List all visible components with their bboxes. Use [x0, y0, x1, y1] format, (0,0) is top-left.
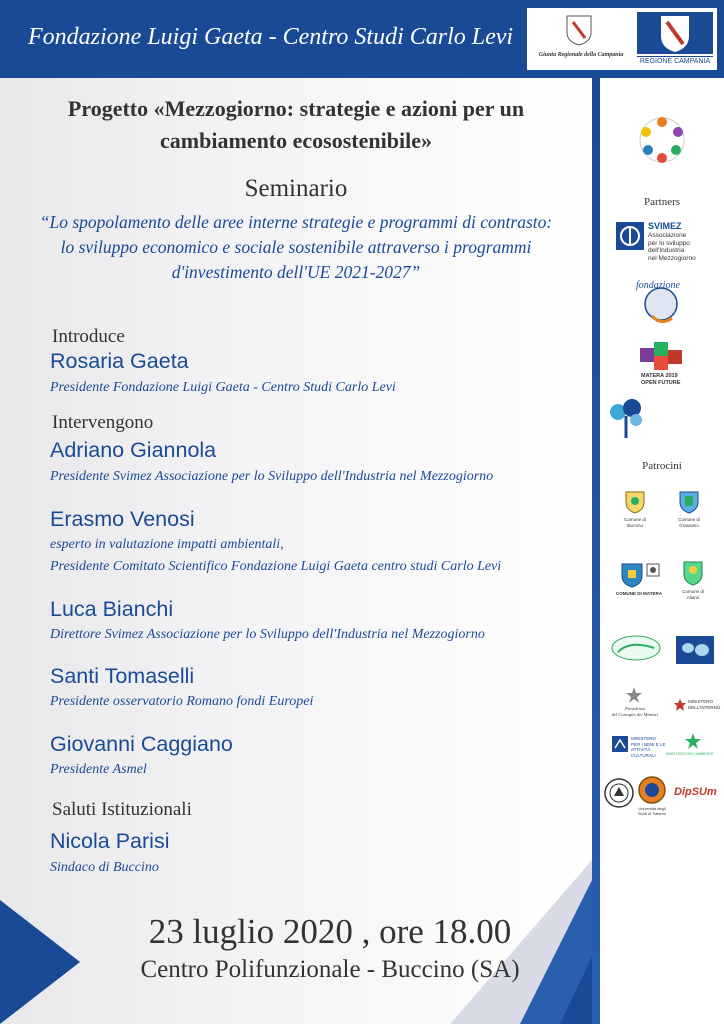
svimez-name: SVIMEZ [648, 221, 682, 231]
header-bar [0, 0, 724, 78]
campania-emblem-icon [565, 14, 593, 46]
region-big-caption: REGIONE CAMPANIA [637, 56, 713, 67]
saluti-label: Saluti Istituzionali [52, 799, 192, 820]
speaker-role-line2: Presidente Comitato Scientifico Fondazione Luigi Gaeta centro studi Carlo Levi [50, 559, 502, 574]
unisa-seal-icon [638, 776, 666, 804]
unesco-icon [646, 562, 660, 582]
region-logos [527, 8, 717, 70]
speaker-role: Presidente Svimez Associazione per lo Sviluppo dell'Industria nel Mezzogiorno [50, 469, 494, 484]
matera-caption: MATERA 2019 OPEN FUTURE [641, 373, 681, 386]
unisa-caption: Università degli Studi di Salerno [637, 806, 667, 816]
comune-grassano-caption: Comune di Grassano [678, 517, 700, 528]
matera-2019-logo-icon [640, 342, 684, 370]
comune-aliano-crest-icon [682, 558, 704, 586]
speaker-role: Sindaco di Buccino [50, 860, 159, 875]
intervengono-label: Intervengono [52, 412, 154, 433]
ministero-ambiente-caption: MINISTERO DELL'AMBIENTE [666, 752, 714, 756]
mibact-logo-icon [612, 736, 628, 752]
speaker-role: Presidente osservatorio Romano fondi Europei [50, 694, 314, 709]
comune-matera-crest-icon [620, 560, 644, 588]
project-title-line2: cambiamento ecosostenibile» [160, 128, 432, 153]
italian-emblem-icon [626, 686, 642, 704]
speaker-name: Luca Bianchi [50, 597, 174, 621]
speaker-name: Nicola Parisi [50, 829, 170, 853]
project-title [10, 93, 582, 157]
regione-campania-logo-icon [637, 12, 713, 54]
speaker-role: Presidente Fondazione Luigi Gaeta - Centro Studi Carlo Levi [50, 380, 396, 395]
ministero-interno-caption: MINISTERO DELL'INTERNO [688, 699, 721, 710]
comune-matera-caption: COMUNE DI MATERA [616, 591, 662, 596]
comune-grassano-crest-icon [678, 488, 700, 514]
seminar-subtitle-line1: “Lo spopolamento delle aree interne strategie e programmi di contrasto: [39, 212, 553, 232]
seminar-subtitle-line2: lo sviluppo economico e sociale sostenibile attraverso i programmi [60, 237, 532, 257]
region-small-caption: Giunta Regionale della Campania [538, 52, 624, 58]
speaker-name: Giovanni Caggiano [50, 732, 233, 756]
sidebar-edge [592, 78, 600, 1024]
introduce-label: Introduce [52, 326, 125, 347]
mibact-caption: MINISTERO PER I BENI E LE ATTIVITÀ CULTURALI [631, 736, 666, 758]
speaker-role: esperto in valutazione impatti ambientali, [50, 537, 284, 552]
university-seal-icon [604, 778, 634, 808]
svimez-caption: Associazione per lo sviluppo dell'Industria nel Mezzogiorno [648, 232, 696, 262]
partners-label: Partners [643, 196, 681, 208]
speaker-role: Direttore Svimez Associazione per lo Sviluppo dell'Industria nel Mezzogiorno [50, 627, 485, 642]
speaker-name: Adriano Giannola [50, 438, 217, 462]
ministero-ambiente-star-icon [684, 732, 702, 750]
world-map-logo-icon [676, 636, 714, 664]
green-organization-logo-icon [610, 634, 662, 662]
comune-aliano-caption: Comune di Aliano [682, 589, 704, 600]
speaker-name: Erasmo Venosi [50, 507, 195, 531]
dipsum-logo-text: DipSUm [674, 786, 717, 798]
comune-buccino-caption: Comune di Buccino [624, 517, 646, 528]
sidebar-panel [600, 78, 724, 1024]
presidenza-caption: Presidenza del Consiglio dei Ministri [611, 706, 659, 717]
foundation-logo-icon [622, 100, 702, 180]
event-date-time: 23 luglio 2020 , ore 18.00 [148, 912, 512, 951]
speaker-role: Presidente Asmel [50, 762, 147, 777]
ministero-interno-emblem-icon [674, 698, 686, 712]
speaker-name: Rosaria Gaeta [50, 349, 189, 373]
seminar-subtitle [10, 210, 582, 285]
project-title-line1: Progetto «Mezzogiorno: strategie e azioni per un [67, 96, 525, 121]
seminar-label: Seminario [244, 175, 348, 202]
speaker-name: Santi Tomaselli [50, 664, 195, 688]
comune-buccino-crest-icon [624, 488, 646, 514]
event-venue: Centro Polifunzionale - Buccino (SA) [140, 956, 520, 983]
svimez-logo-icon [616, 222, 644, 250]
header-title: Fondazione Luigi Gaeta - Centro Studi Carlo Levi [28, 24, 514, 50]
patrocini-label: Patrocini [642, 460, 682, 472]
seminar-subtitle-line3: d'investimento dell'UE 2021-2027” [171, 262, 421, 282]
fondazione-logo-text: fondazione [636, 280, 680, 291]
tree-foundation-logo-icon [606, 398, 646, 440]
